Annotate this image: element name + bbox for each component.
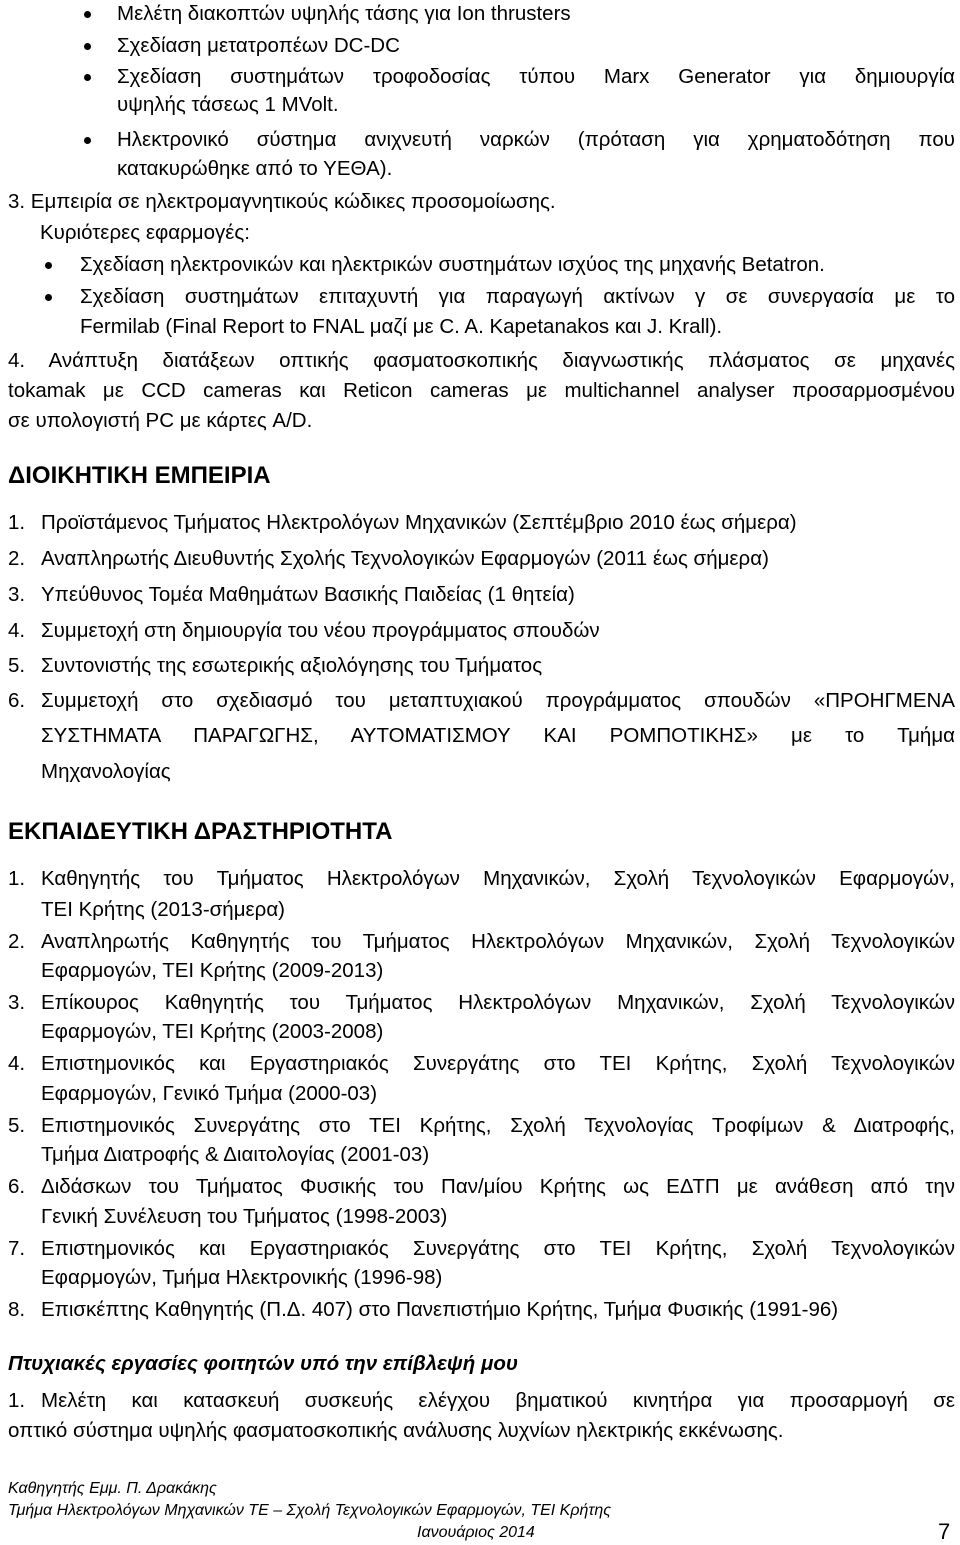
list-item-continuation: Τμήμα Διατροφής & Διαιτολογίας (2001-03) xyxy=(41,1143,430,1166)
list-number: 5. xyxy=(8,654,26,677)
footer-author: Καθηγητής Εμμ. Π. Δρακάκης xyxy=(8,1480,217,1497)
list-item-continuation: κατακυρώθηκε από το ΥΕΘΑ). xyxy=(117,157,393,180)
list-item-continuation: Γενική Συνέλευση του Τμήματος (1998-2003) xyxy=(41,1205,448,1228)
list-item: Αναπληρωτής Διευθυντής Σχολής Τεχνολογικών Εφαρμογών (2011 έως σήμερα) xyxy=(41,547,769,570)
list-item: Σχεδίαση συστημάτων τροφοδοσίας τύπου Marx Generator για δημιουργία xyxy=(117,65,955,88)
list-number: 1. xyxy=(8,1389,26,1412)
item-text: 4. Ανάπτυξη διατάξεων οπτικής φασματοσκοπικής διαγνωστικής πλάσματος σε μηχανές xyxy=(8,349,955,372)
list-item-continuation: Εφαρμογών, ΤΕΙ Κρήτης (2009-2013) xyxy=(41,959,384,982)
list-item: Καθηγητής του Τμήματος Ηλεκτρολόγων Μηχανικών, Σχολή Τεχνολογικών Εφαρμογών, xyxy=(41,867,955,890)
bullet-icon xyxy=(84,11,91,18)
list-item: Συμμετοχή στο σχεδιασμό του μεταπτυχιακού προγράμματος σπουδών «ΠΡΟΗΓΜΕΝΑ xyxy=(41,689,955,712)
bullet-icon xyxy=(84,43,91,50)
list-item-continuation: Μηχανολογίας xyxy=(41,760,171,783)
list-item-continuation: ΣΥΣΤΗΜΑΤΑ ΠΑΡΑΓΩΓΗΣ, ΑΥΤΟΜΑΤΙΣΜΟΥ ΚΑΙ ΡΟΜΠΟΤΙΚΗΣ» με το Τμήμα xyxy=(41,724,955,747)
footer-date: Ιανουάριος 2014 xyxy=(417,1524,535,1541)
list-number: 6. xyxy=(8,1175,26,1198)
list-item: Σχεδίαση μετατροπέων DC-DC xyxy=(117,34,400,57)
list-number: 4. xyxy=(8,619,26,642)
list-number: 5. xyxy=(8,1114,26,1137)
list-item: Συντονιστής της εσωτερικής αξιολόγησης του Τμήματος xyxy=(41,654,543,677)
list-item-continuation: οπτικό σύστημα υψηλής φασματοσκοπικής ανάλυσης λυχνίων ηλεκτρικής εκκένωσης. xyxy=(8,1419,784,1442)
list-item-continuation: Εφαρμογών, Τμήμα Ηλεκτρονικής (1996-98) xyxy=(41,1266,443,1289)
footer-department: Τμήμα Ηλεκτρολόγων Μηχανικών ΤΕ – Σχολή Τεχνολογικών Εφαρμογών, ΤΕΙ Κρήτης xyxy=(8,1502,612,1519)
item-text-continuation: σε υπολογιστή PC με κάρτες A/D. xyxy=(8,409,313,432)
list-item: Επισκέπτης Καθηγητής (Π.Δ. 407) στο Πανεπιστήμιο Κρήτης, Τμήμα Φυσικής (1991-96) xyxy=(41,1298,839,1321)
list-item: Μελέτη και κατασκευή συσκευής ελέγχου βηματικού κινητήρα για προσαρμογή σε xyxy=(41,1389,955,1412)
list-item-continuation: Εφαρμογών, ΤΕΙ Κρήτης (2003-2008) xyxy=(41,1020,384,1043)
list-item-continuation: ΤΕΙ Κρήτης (2013-σήμερα) xyxy=(41,898,285,921)
list-item-continuation: υψηλής τάσεως 1 MVolt. xyxy=(117,93,339,116)
list-number: 6. xyxy=(8,689,26,712)
list-item: Διδάσκων του Τμήματος Φυσικής του Παν/μίου Κρήτης ως ΕΔΤΠ με ανάθεση από την xyxy=(41,1175,955,1198)
list-item: Επιστημονικός και Εργαστηριακός Συνεργάτης στο ΤΕΙ Κρήτης, Σχολή Τεχνολογικών xyxy=(41,1052,955,1075)
list-item: Σχεδίαση ηλεκτρονικών και ηλεκτρικών συστημάτων ισχύος της μηχανής Betatron. xyxy=(80,253,825,276)
page-number: 7 xyxy=(938,1519,951,1544)
section-heading-admin: ΔΙΟΙΚΗΤΙΚΗ ΕΜΠΕΙΡΙΑ xyxy=(8,462,271,489)
list-number: 3. xyxy=(8,991,26,1014)
list-item-continuation: Εφαρμογών, Γενικό Τμήμα (2000-03) xyxy=(41,1082,378,1105)
bullet-icon xyxy=(84,137,91,144)
list-item: Επιστημονικός και Εργαστηριακός Συνεργάτης στο ΤΕΙ Κρήτης, Σχολή Τεχνολογικών xyxy=(41,1237,955,1260)
list-number: 3. xyxy=(8,583,26,606)
section-heading-teaching: ΕΚΠΑΙΔΕΥΤΙΚΗ ΔΡΑΣΤΗΡΙΟΤΗΤΑ xyxy=(8,818,393,845)
list-number: 4. xyxy=(8,1052,26,1075)
list-number: 2. xyxy=(8,930,26,953)
list-number: 7. xyxy=(8,1237,26,1260)
list-item: Επίκουρος Καθηγητής του Τμήματος Ηλεκτρολόγων Μηχανικών, Σχολή Τεχνολογικών xyxy=(41,991,955,1014)
bullet-icon xyxy=(45,262,52,269)
bullet-icon xyxy=(45,294,52,301)
list-item: Σχεδίαση συστημάτων επιταχυντή για παραγωγή ακτίνων γ σε συνεργασία με το xyxy=(80,285,955,308)
list-item: Μελέτη διακοπτών υψηλής τάσης για Ion thrusters xyxy=(117,2,571,25)
bullet-icon xyxy=(84,74,91,81)
item-subheading: Κυριότερες εφαρμογές: xyxy=(40,221,250,244)
list-item: Υπεύθυνος Τομέα Μαθημάτων Βασικής Παιδείας (1 θητεία) xyxy=(41,583,575,606)
list-item: Αναπληρωτής Καθηγητής του Τμήματος Ηλεκτρολόγων Μηχανικών, Σχολή Τεχνολογικών xyxy=(41,930,955,953)
list-item: Ηλεκτρονικό σύστημα ανιχνευτή ναρκών (πρόταση για χρηματοδότηση που xyxy=(117,128,955,151)
item-text: 3. Εμπειρία σε ηλεκτρομαγνητικούς κώδικες προσομοίωσης. xyxy=(8,190,556,213)
list-number: 1. xyxy=(8,867,26,890)
list-item-continuation: Fermilab (Final Report to FNAL μαζί με C. A. Kapetanakos και J. Krall). xyxy=(80,315,723,338)
section-heading-theses: Πτυχιακές εργασίες φοιτητών υπό την επίβλεψή μου xyxy=(8,1352,518,1375)
item-text-continuation: tokamak με CCD cameras και Reticon cameras με multichannel analyser προσαρμοσμένου xyxy=(8,379,955,402)
list-number: 2. xyxy=(8,547,26,570)
list-item: Συμμετοχή στη δημιουργία του νέου προγράμματος σπουδών xyxy=(41,619,600,642)
list-item: Προϊστάμενος Τμήματος Ηλεκτρολόγων Μηχανικών (Σεπτέμβριο 2010 έως σήμερα) xyxy=(41,511,797,534)
list-number: 1. xyxy=(8,511,26,534)
list-item: Επιστημονικός Συνεργάτης στο ΤΕΙ Κρήτης, Σχολή Τεχνολογίας Τροφίμων & Διατροφής, xyxy=(41,1114,955,1137)
list-number: 8. xyxy=(8,1298,26,1321)
